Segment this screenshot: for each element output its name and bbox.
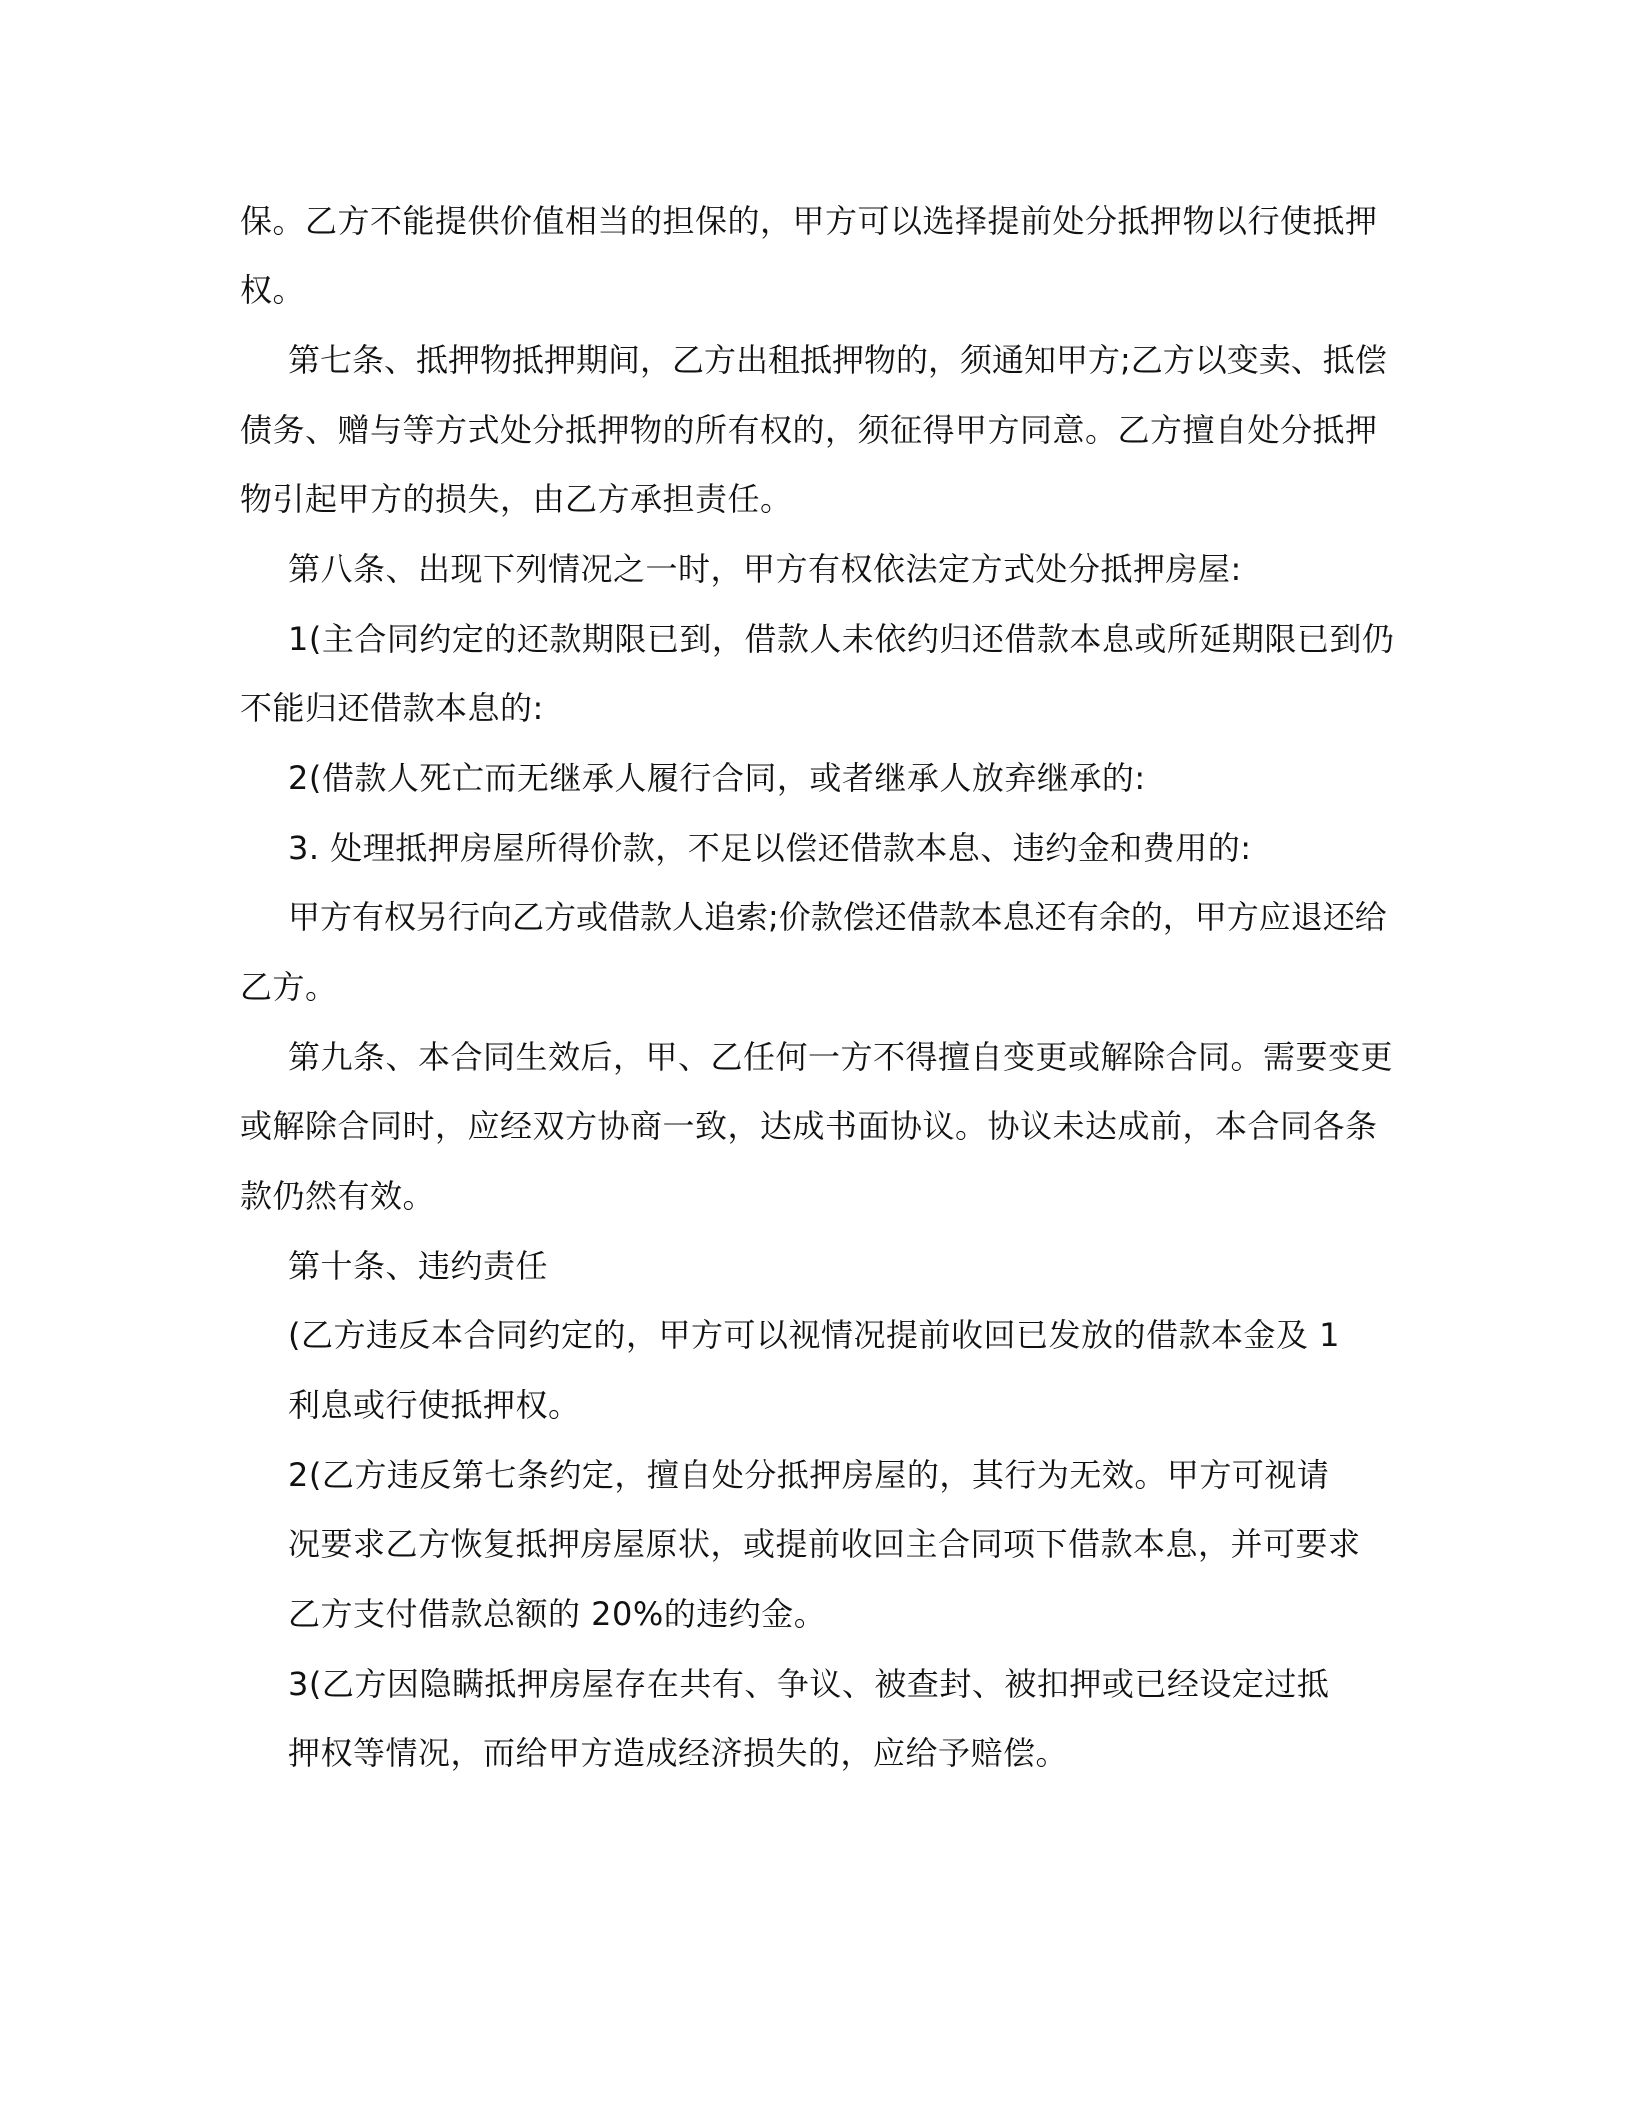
text-line: 物引起甲方的损失，由乙方承担责任。 (240, 480, 793, 518)
text-line: 1(主合同约定的还款期限已到，借款人未依约归还借款本息或所延期限已到仍 (288, 620, 1395, 658)
text-line: 甲方有权另行向乙方或借款人追索;价款偿还借款本息还有余的，甲方应退还给 (288, 898, 1387, 936)
text-line: 款仍然有效。 (240, 1177, 436, 1215)
text-line: 第八条、出现下列情况之一时，甲方有权依法定方式处分抵押房屋: (288, 550, 1242, 588)
text-line: 第十条、违约责任 (288, 1247, 549, 1285)
text-line: 2(借款人死亡而无继承人履行合同，或者继承人放弃继承的: (288, 759, 1146, 797)
text-line: 或解除合同时，应经双方协商一致，达成书面协议。协议未达成前，本合同各条 (240, 1107, 1378, 1145)
text-line: 第九条、本合同生效后，甲、乙任何一方不得擅自变更或解除合同。需要变更 (288, 1038, 1394, 1076)
text-line: 2(乙方违反第七条约定，擅自处分抵押房屋的，其行为无效。甲方可视请 (288, 1456, 1330, 1494)
text-line: 3. 处理抵押房屋所得价款，不足以偿还借款本息、违约金和费用的: (288, 829, 1252, 867)
text-line: 不能归还借款本息的: (240, 689, 544, 727)
text-line: 债务、赠与等方式处分抵押物的所有权的，须征得甲方同意。乙方擅自处分抵押 (240, 411, 1378, 449)
text-line: (乙方违反本合同约定的，甲方可以视情况提前收回已发放的借款本金及 1 (288, 1316, 1341, 1354)
text-line: 第七条、抵押物抵押期间，乙方出租抵押物的，须通知甲方;乙方以变卖、抵偿 (288, 341, 1387, 379)
text-line: 权。 (240, 271, 306, 309)
text-line: 乙方支付借款总额的 20%的违约金。 (288, 1595, 827, 1633)
text-line: 保。乙方不能提供价值相当的担保的，甲方可以选择提前处分抵押物以行使抵押 (240, 202, 1378, 240)
text-line: 乙方。 (240, 968, 338, 1006)
text-line: 况要求乙方恢复抵押房屋原状，或提前收回主合同项下借款本息，并可要求 (288, 1525, 1361, 1563)
text-line: 3(乙方因隐瞒抵押房屋存在共有、争议、被查封、被扣押或已经设定过抵 (288, 1665, 1330, 1703)
text-line: 押权等情况，而给甲方造成经济损失的，应给予赔偿。 (288, 1734, 1069, 1772)
text-line: 利息或行使抵押权。 (288, 1386, 581, 1424)
